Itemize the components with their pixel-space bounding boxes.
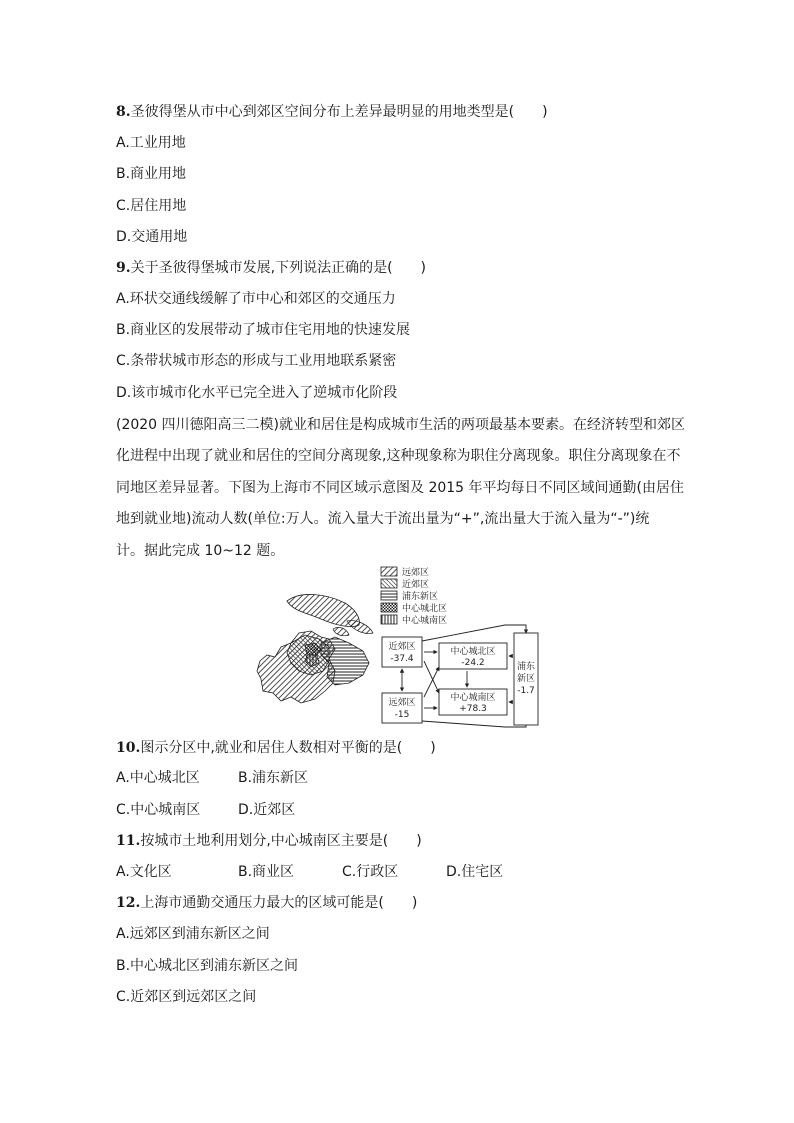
- legend-swatch-north: [381, 603, 397, 612]
- legend-label-north: 中心城北区: [402, 604, 448, 614]
- shanghai-map: [257, 594, 373, 703]
- shanghai-commute-figure: [255, 563, 545, 729]
- question-12-option-a[interactable]: A.远郊区到浦东新区之间: [116, 926, 270, 942]
- passage-line-5: 计。据此完成 10~12 题。: [116, 542, 285, 559]
- question-10-text: 图示分区中,就业和居住人数相对平衡的是( ): [140, 740, 436, 756]
- arrow-near-south: [424, 661, 439, 693]
- box-far-suburb-name: 远郊区: [388, 698, 416, 708]
- question-8-number: 8.: [116, 104, 131, 120]
- map-island-small-2: [333, 627, 349, 635]
- question-10-option-d[interactable]: D.近郊区: [238, 802, 296, 818]
- question-8-option-d[interactable]: D.交通用地: [116, 229, 188, 245]
- passage-line-2: 化进程中出现了就业和居住的空间分离现象,这种现象称为职住分离现象。职住分离现象在不: [116, 448, 681, 465]
- passage-line-1: (2020 四川德阳高三二模)就业和居住是构成城市生活的两项最基本要素。在经济转型和郊区: [116, 417, 686, 433]
- legend-label-far: 远郊区: [402, 568, 430, 578]
- box-pudong-name-2: 新区: [516, 674, 536, 684]
- question-8-option-b[interactable]: B.商业用地: [116, 166, 187, 182]
- question-10-options-row-1: [116, 768, 308, 788]
- question-11-stem: [116, 831, 422, 851]
- box-central-south-value: +78.3: [459, 704, 487, 714]
- question-11-number: 11.: [116, 833, 141, 849]
- question-12-option-c[interactable]: C.近郊区到远郊区之间: [116, 989, 257, 1005]
- box-central-south-name: 中心城南区: [450, 693, 496, 703]
- question-8-stem: [116, 102, 548, 122]
- box-central-north-value: -24.2: [461, 658, 485, 668]
- box-central-north-name: 中心城北区: [450, 647, 496, 657]
- box-far-suburb-value: -15: [394, 710, 410, 720]
- arrow-near-pudong: [422, 625, 526, 641]
- legend-swatch-far: [381, 567, 397, 576]
- passage-line-4: 地到就业地)流动人数(单位:万人。流入量大于流出量为“+”,流出量大于流入量为“-”)统: [116, 511, 650, 528]
- question-10-stem: [116, 738, 436, 758]
- box-near-suburb-value: -37.4: [390, 654, 414, 664]
- question-10-option-c[interactable]: C.中心城南区: [116, 802, 201, 818]
- question-9-option-c[interactable]: C.条带状城市形态的形成与工业用地联系紧密: [116, 353, 397, 369]
- question-12-text: 上海市通勤交通压力最大的区域可能是( ): [140, 895, 418, 911]
- legend-swatch-south: [381, 615, 397, 624]
- question-8-text: 圣彼得堡从市中心到郊区空间分布上差异最明显的用地类型是( ): [130, 104, 548, 120]
- question-9-text: 关于圣彼得堡城市发展,下列说法正确的是( ): [130, 260, 426, 276]
- question-12-number: 12.: [116, 895, 141, 911]
- question-10-option-a[interactable]: A.中心城北区: [116, 770, 200, 786]
- question-11-option-a[interactable]: A.文化区: [116, 864, 172, 880]
- box-pudong-name-1: 浦东: [516, 662, 536, 672]
- question-9-option-a[interactable]: A.环状交通线缓解了市中心和郊区的交通压力: [116, 291, 396, 307]
- legend-swatch-pudong: [381, 591, 397, 600]
- legend-label-near: 近郊区: [402, 580, 430, 590]
- map-pudong: [321, 637, 369, 685]
- legend-label-south: 中心城南区: [402, 616, 448, 626]
- question-8-option-a[interactable]: A.工业用地: [116, 135, 186, 151]
- question-11-text: 按城市土地利用划分,中心城南区主要是( ): [140, 833, 422, 849]
- legend: [381, 567, 447, 626]
- question-12-stem: [116, 893, 417, 913]
- question-11-options-row: [116, 862, 503, 882]
- question-11-option-b[interactable]: B.商业区: [238, 864, 295, 880]
- box-pudong-value: -1.7: [517, 686, 535, 696]
- box-near-suburb-name: 近郊区: [388, 642, 416, 652]
- question-9-option-b[interactable]: B.商业区的发展带动了城市住宅用地的快速发展: [116, 322, 411, 338]
- question-9-option-d[interactable]: D.该市城市化水平已完全进入了逆城市化阶段: [116, 385, 398, 401]
- arrow-far-north: [424, 667, 439, 697]
- figure-svg: [255, 563, 545, 729]
- flow-diagram: [382, 625, 538, 727]
- question-10-option-b[interactable]: B.浦东新区: [238, 770, 309, 786]
- passage-intro: [116, 410, 686, 567]
- question-9-stem: [116, 258, 426, 278]
- question-12-option-b[interactable]: B.中心城北区到浦东新区之间: [116, 958, 299, 974]
- question-11-option-d[interactable]: D.住宅区: [446, 864, 504, 880]
- legend-label-pudong: 浦东新区: [402, 592, 439, 602]
- question-8-option-c[interactable]: C.居住用地: [116, 198, 187, 214]
- question-10-options-row-2: [116, 800, 295, 820]
- question-9-number: 9.: [116, 260, 131, 276]
- question-11-option-c[interactable]: C.行政区: [342, 864, 399, 880]
- legend-swatch-near: [381, 579, 397, 588]
- arrow-far-pudong: [422, 721, 526, 727]
- question-10-number: 10.: [116, 740, 141, 756]
- passage-line-3: 同地区差异显著。下图为上海市不同区域示意图及 2015 年平均每日不同区域间通勤(由居住: [116, 479, 684, 496]
